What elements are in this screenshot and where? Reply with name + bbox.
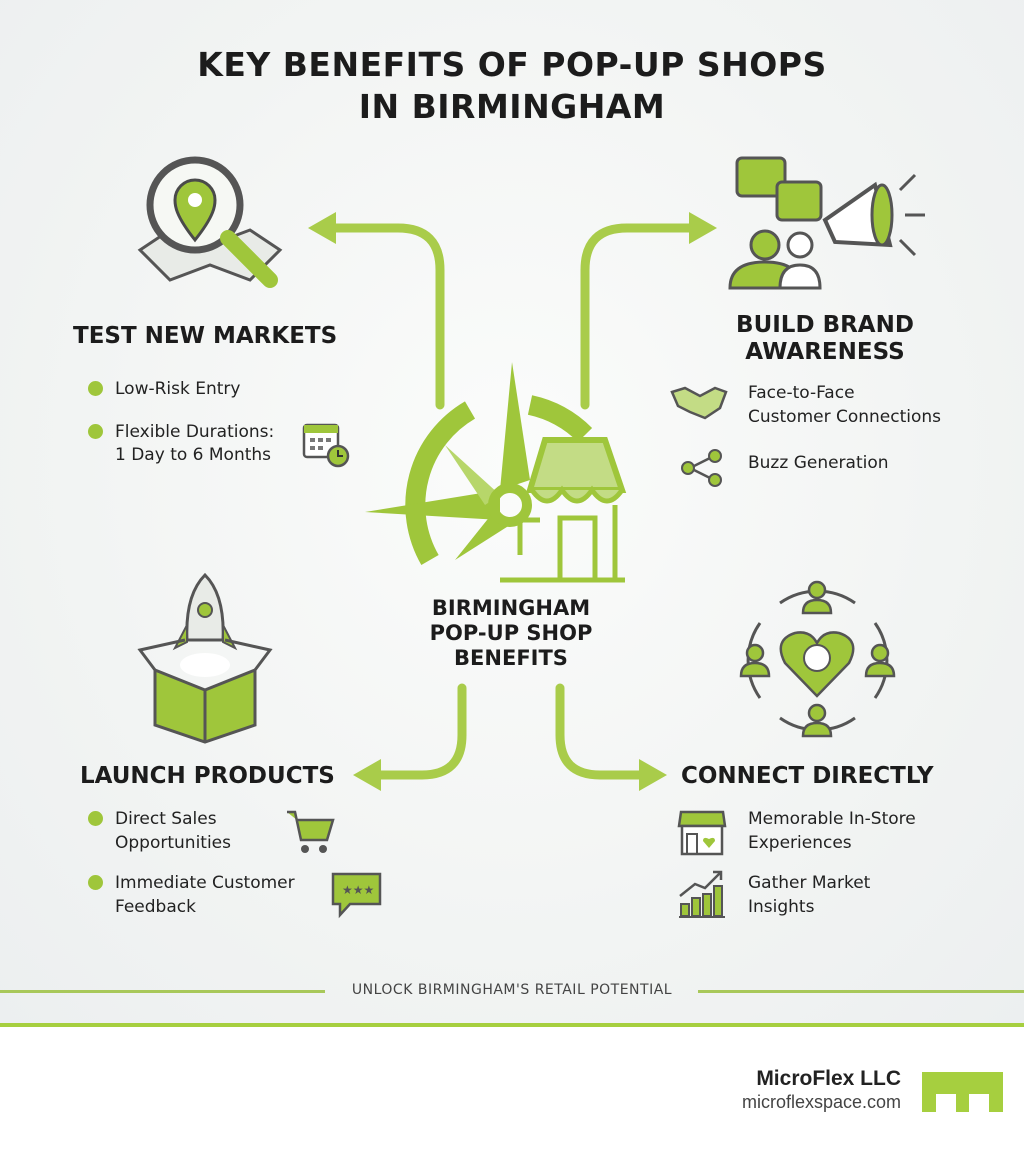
launch-products-heading: LAUNCH PRODUCTS (80, 763, 335, 789)
connect-directly-heading: CONNECT DIRECTLY (681, 763, 934, 789)
microflex-logo-icon (922, 1072, 1003, 1112)
brand-name: MicroFlex LLC (756, 1067, 901, 1090)
footer-divider (0, 1023, 1024, 1027)
brand-url: microflexspace.com (741, 1092, 901, 1112)
share-icon (680, 448, 724, 488)
growth-chart-icon (677, 868, 727, 920)
community-heart-icon (735, 578, 900, 743)
compass-shop-icon (360, 360, 660, 590)
brand-heading-line-2: AWARENESS (745, 339, 905, 365)
review-chat-icon (330, 870, 384, 920)
bullet-dot (88, 811, 103, 826)
center-label (400, 596, 622, 671)
connect-item-experiences: Experiences (748, 833, 852, 853)
bullet-dot (88, 381, 103, 396)
arrow-launch-products (375, 688, 462, 775)
center-line-2: POP-UP SHOP (429, 621, 593, 645)
svg-text:★★★: ★★★ (342, 883, 375, 897)
tagline: UNLOCK BIRMINGHAM'S RETAIL POTENTIAL (351, 982, 673, 998)
launch-item-opportunities: Opportunities (115, 833, 231, 853)
test-item-flexible: Flexible Durations: (115, 422, 275, 442)
center-line-1: BIRMINGHAM (431, 596, 591, 620)
brand-item-face: Face-to-Face (748, 383, 855, 403)
center-line-3: BENEFITS (454, 646, 568, 670)
handshake-icon (670, 382, 728, 422)
people-megaphone-icon (725, 150, 930, 295)
test-item-low-risk: Low-Risk Entry (115, 379, 241, 399)
tagline-divider-left (0, 990, 325, 993)
storefront-icon (677, 808, 727, 858)
launch-item-immediate: Immediate Customer (115, 873, 295, 893)
connect-item-gather: Gather Market (748, 873, 871, 893)
bullet-dot (88, 424, 103, 439)
brand-awareness-heading (700, 312, 950, 366)
shopping-cart-icon (285, 808, 337, 856)
brand-heading-line-1: BUILD BRAND (736, 312, 914, 338)
connect-item-memorable: Memorable In-Store (748, 809, 916, 829)
launch-item-direct: Direct Sales (115, 809, 217, 829)
brand-item-connections: Customer Connections (748, 407, 942, 427)
launch-item-feedback: Feedback (115, 897, 196, 917)
tagline-divider-right (698, 990, 1024, 993)
connect-item-insights: Insights (748, 897, 815, 917)
rocket-box-icon (135, 570, 275, 745)
title-line-2: IN BIRMINGHAM (358, 87, 666, 126)
test-item-duration: 1 Day to 6 Months (115, 445, 272, 465)
brand-block (742, 1066, 901, 1113)
arrow-connect-directly (560, 688, 645, 775)
map-magnifier-icon (130, 150, 290, 295)
test-markets-heading: TEST NEW MARKETS (73, 323, 338, 349)
calendar-clock-icon (302, 420, 350, 468)
bullet-dot (88, 875, 103, 890)
brand-item-buzz: Buzz Generation (748, 453, 889, 473)
title-line-1: KEY BENEFITS OF POP-UP SHOPS (197, 45, 827, 84)
